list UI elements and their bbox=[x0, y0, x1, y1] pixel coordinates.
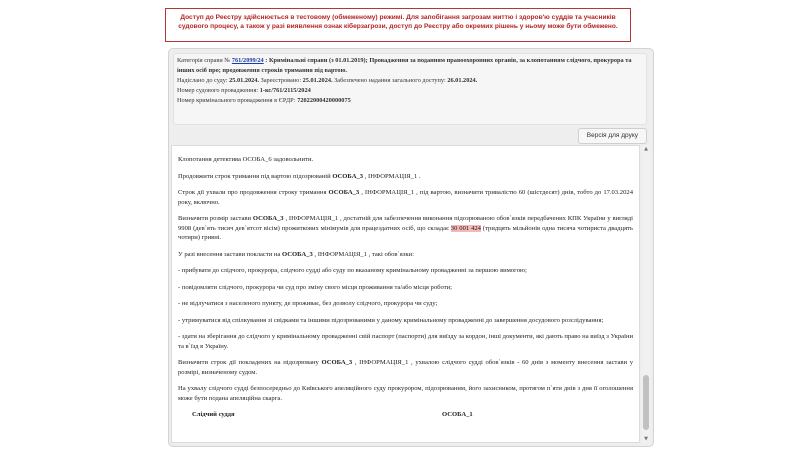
access-warning-text: Доступ до Реєстру здійснюється в тестовому (обмеженому) режимі. Для запобігання загрозам життю і здоров'ю суддів та учасників судового процесу, а також у разі виявлення ознак кіберзагрози, доступ до Реєстру або окремих рішень у ньому може бути обмежено. bbox=[178, 14, 618, 30]
court-proceeding-number: Номер судового провадження: 1-кс/761/2115/2024 bbox=[177, 87, 311, 94]
paragraph: Клопотання детектива ОСОБА_6 задовольнити. bbox=[178, 156, 314, 163]
paragraph: У разі внесення застави покласти на ОСОБА_3 , ІНФОРМАЦІЯ_1 , такі обов`язки: bbox=[178, 250, 414, 258]
decision-text bbox=[171, 145, 640, 443]
toolbar bbox=[169, 127, 653, 144]
scrollbar-thumb[interactable] bbox=[643, 375, 649, 430]
case-category: Категорія справи № 761/2099/24 : Кримінальні справи (з 01.01.2019); Провадження за поданням правоохоронних органів, за клопотанням слідчого, прокурора та інших осіб про; продовження строків тримання під вартою. bbox=[177, 57, 632, 74]
paragraph: На ухвалу слідчого судді безпосередньо до Київського апеляційного суду прокурором, підозрюваним, його захисником, протягом п`яти днів з дня її оголошення може бути подана апеляційна скарга. bbox=[178, 385, 633, 402]
judge-title: Слідчий суддя bbox=[192, 411, 235, 418]
case-dates: Надіслано до суду: 25.01.2024. Зареєстровано: 25.01.2024. Забезпечено надання загального доступу: 26.01.2024. bbox=[177, 77, 478, 84]
decision-panel bbox=[168, 48, 654, 447]
case-metadata bbox=[173, 53, 647, 125]
duty-item: - повідомляти слідчого, прокурора чи суд про зміну свого місця проживання та/або місця роботи; bbox=[178, 283, 452, 291]
duty-item: - не відлучатися з населеного пункту, де проживає, без дозволу слідчого, прокурора чи суду; bbox=[178, 300, 438, 307]
erdr-number: Номер кримінального провадження в ЄРДР: 72022000420000075 bbox=[177, 97, 351, 104]
paragraph: Визначити розмір застави ОСОБА_3 , ІНФОРМАЦІЯ_1 , достатній для забезпечення виконання підозрюваною обов`язків передбачених КПК України у вигляді 9908 (дев`ять тисяч дев`ятсот вісім) прожиткових мінімумів для працездатних осіб, що складає 30 001 424 (тридцять мільйонів одна тисяча чотириста двадцять чотири) гривні. bbox=[178, 215, 633, 241]
paragraph: Продовжити строк тримання під вартою підозрюваній ОСОБА_3 , ІНФОРМАЦІЯ_1 . bbox=[178, 172, 421, 180]
scroll-down-arrow-icon[interactable]: ▼ bbox=[644, 436, 648, 442]
duty-item: - здати на зберігання до слідчого у кримінальному провадженні свій паспорт (паспорти) для виїзду за кордон, інші документи, які дають право на виїзд з України та в`їзд в Україну. bbox=[178, 333, 633, 350]
paragraph: Строк дії ухвали про продовження строку тримання ОСОБА_3 , ІНФОРМАЦІЯ_1 , під вартою, визначити тривалістю 60 (шістдесят) днів, тобто до 17.03.2024 року, включно. bbox=[178, 189, 633, 206]
document-scrollbar[interactable] bbox=[642, 145, 650, 443]
print-version-button[interactable]: Версія для друку bbox=[578, 128, 647, 144]
bail-amount-highlight: 30 001 424 bbox=[450, 224, 481, 232]
signature-block bbox=[178, 410, 633, 420]
case-number-link[interactable]: 761/2099/24 bbox=[231, 57, 264, 64]
scroll-up-arrow-icon[interactable]: ▲ bbox=[644, 146, 648, 152]
duty-item: - прибувати до слідчого, прокурора, слідчого судді або суду по вказаному кримінальному провадженні за першою вимогою; bbox=[178, 267, 527, 274]
judge-name: ОСОБА_1 bbox=[442, 411, 473, 418]
duty-item: - утримуватися від спілкування зі свідками та іншими підозрюваними у даному кримінальному провадженні до завершення досудового розслідування; bbox=[178, 316, 604, 324]
paragraph: Визначити строк дії покладених на підозрювану ОСОБА_3 , ІНФОРМАЦІЯ_1 , ухвалою слідчого судді обов`язків - 60 днів з моменту внесення застави у розмірі, визначеному судом. bbox=[178, 359, 633, 376]
access-warning-banner bbox=[165, 8, 631, 42]
